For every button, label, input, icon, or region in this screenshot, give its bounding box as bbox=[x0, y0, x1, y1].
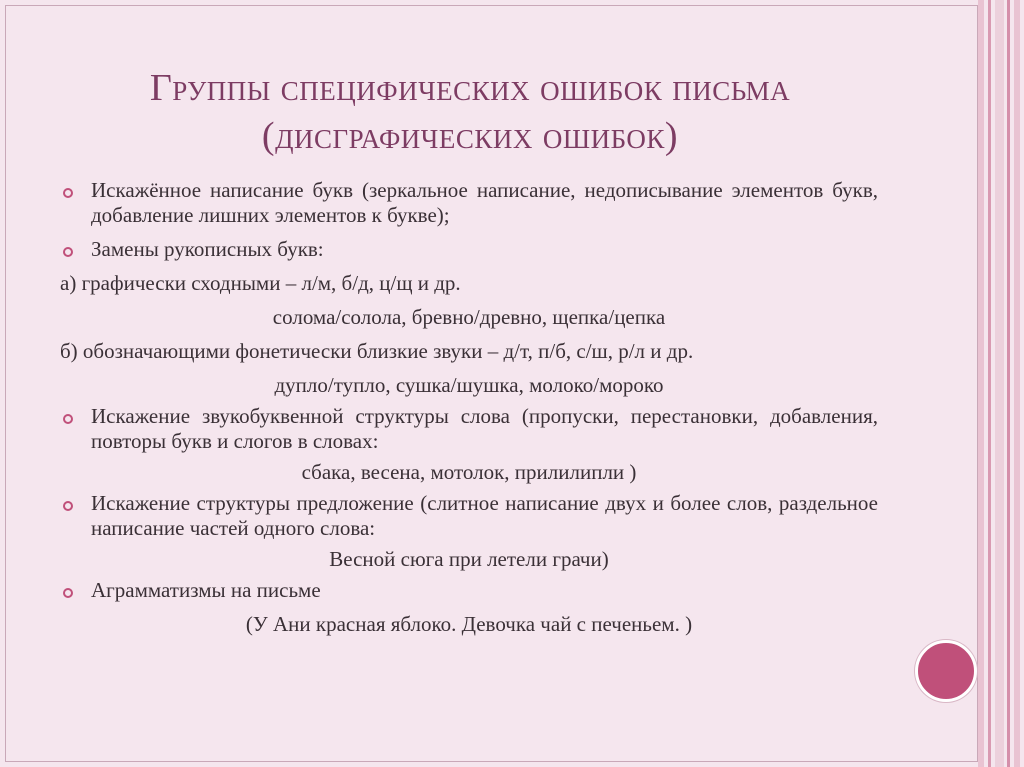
bullet-text: Искажённое написание букв (зеркальное написание, недописывание элементов букв, добавление лишних элементов к букве); bbox=[91, 178, 878, 227]
bullet-icon bbox=[63, 588, 73, 598]
slide-title bbox=[40, 64, 900, 160]
title-line-1: Группы специфических ошибок письма bbox=[149, 67, 791, 109]
bullet-icon bbox=[63, 188, 73, 198]
bullet-text: Искажение звукобуквенной структуры слова (пропуски, перестановки, добавления, повторы букв и слогов в словах: bbox=[91, 404, 878, 453]
decorative-circle bbox=[915, 640, 977, 702]
bullet-item bbox=[60, 178, 878, 228]
example-line: Весной сюга при летели грачи) bbox=[329, 547, 609, 571]
decorative-stripes bbox=[978, 0, 1024, 767]
example-line: (У Ани красная яблоко. Девочка чай с печеньем. ) bbox=[245, 612, 693, 636]
bullet-icon bbox=[63, 501, 73, 511]
bullet-item bbox=[60, 404, 878, 454]
bullet-icon bbox=[63, 247, 73, 257]
stripe bbox=[995, 0, 1004, 767]
stripe bbox=[1007, 0, 1010, 767]
example-line: дупло/тупло, сушка/шушка, молоко/мороко bbox=[274, 373, 664, 397]
bullet-text: Замены рукописных букв: bbox=[91, 237, 324, 261]
slide-content bbox=[60, 178, 878, 637]
title-line-2: (дисграфических ошибок) bbox=[261, 115, 679, 157]
example-line: солома/солола, бревно/древно, щепка/цепка bbox=[272, 305, 666, 329]
bullet-text: Аграмматизмы на письме bbox=[91, 578, 321, 602]
stripe bbox=[988, 0, 991, 767]
stripe bbox=[978, 0, 984, 767]
bullet-item bbox=[60, 578, 878, 603]
bullet-text: Искажение структуры предложение (слитное написание двух и более слов, раздельное написание частей одного слова: bbox=[91, 491, 878, 540]
text-line: а) графически сходными – л/м, б/д, ц/щ и др. bbox=[60, 271, 461, 295]
stripe bbox=[1014, 0, 1020, 767]
example-line: сбака, весена, мотолок, прилилипли ) bbox=[301, 460, 637, 484]
bullet-item bbox=[60, 237, 878, 262]
bullet-item bbox=[60, 491, 878, 541]
bullet-icon bbox=[63, 414, 73, 424]
text-line: б) обозначающими фонетически близкие звуки – д/т, п/б, с/ш, р/л и др. bbox=[60, 339, 694, 363]
